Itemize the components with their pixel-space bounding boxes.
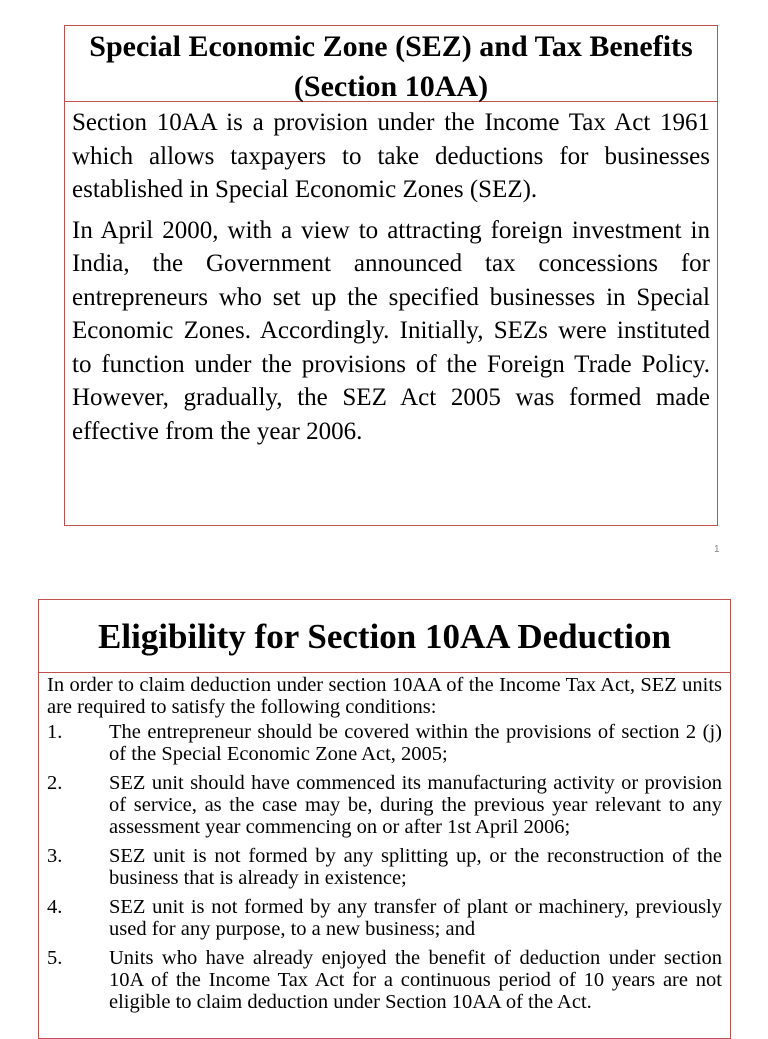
list-item <box>47 772 722 838</box>
list-item-text: SEZ unit is not formed by any splitting up, or the reconstruction of the business that is already in existence; <box>109 845 722 889</box>
paragraph: In April 2000, with a view to attracting foreign investment in India, the Government announced tax concessions for entrepreneurs who set up the specified businesses in Special Economic Zones. Accordingly. Initially, SEZs were instituted to function under the provisions of the Foreign Trade Policy. However, gradually, the SEZ Act 2005 was formed made effective from the year 2006. <box>72 216 710 445</box>
list-item <box>47 721 722 765</box>
intro-text: In order to claim deduction under section 10AA of the Income Tax Act, SEZ units are required to satisfy the following conditions: <box>47 674 722 718</box>
slide-body <box>39 673 730 1013</box>
list-item-number: 4. <box>47 896 63 918</box>
list-item-number: 3. <box>47 845 63 867</box>
list-item-number: 5. <box>47 947 63 969</box>
list-item-text: The entrepreneur should be covered within the provisions of section 2 (j) of the Special Economic Zone Act, 2005; <box>109 721 722 765</box>
list-item-text: SEZ unit should have commenced its manufacturing activity or provision of service, as the case may be, during the previous year relevant to any assessment year commencing on or after 1st April 2006; <box>109 772 722 838</box>
list-item-number: 2. <box>47 772 63 794</box>
list-item <box>47 845 722 889</box>
slide-title: Special Economic Zone (SEZ) and Tax Benefits (Section 10AA) <box>65 26 717 102</box>
list-item-text: SEZ unit is not formed by any transfer of plant or machinery, previously used for any purpose, to a new business; and <box>109 896 722 940</box>
slide-sez-overview <box>64 25 718 526</box>
slide-title: Eligibility for Section 10AA Deduction <box>39 600 730 673</box>
list-item <box>47 947 722 1013</box>
slide-body <box>65 102 717 448</box>
slide-eligibility <box>38 599 731 1039</box>
list-item <box>47 896 722 940</box>
paragraph: Section 10AA is a provision under the Income Tax Act 1961 which allows taxpayers to take deductions for businesses established in Special Economic Zones (SEZ). <box>72 109 710 203</box>
page-number: 1 <box>714 544 720 555</box>
conditions-list <box>47 721 722 1013</box>
list-item-text: Units who have already enjoyed the benefit of deduction under section 10A of the Income Tax Act for a continuous period of 10 years are not eligible to claim deduction under Section 10AA of the Act. <box>109 947 722 1013</box>
list-item-number: 1. <box>47 721 63 743</box>
